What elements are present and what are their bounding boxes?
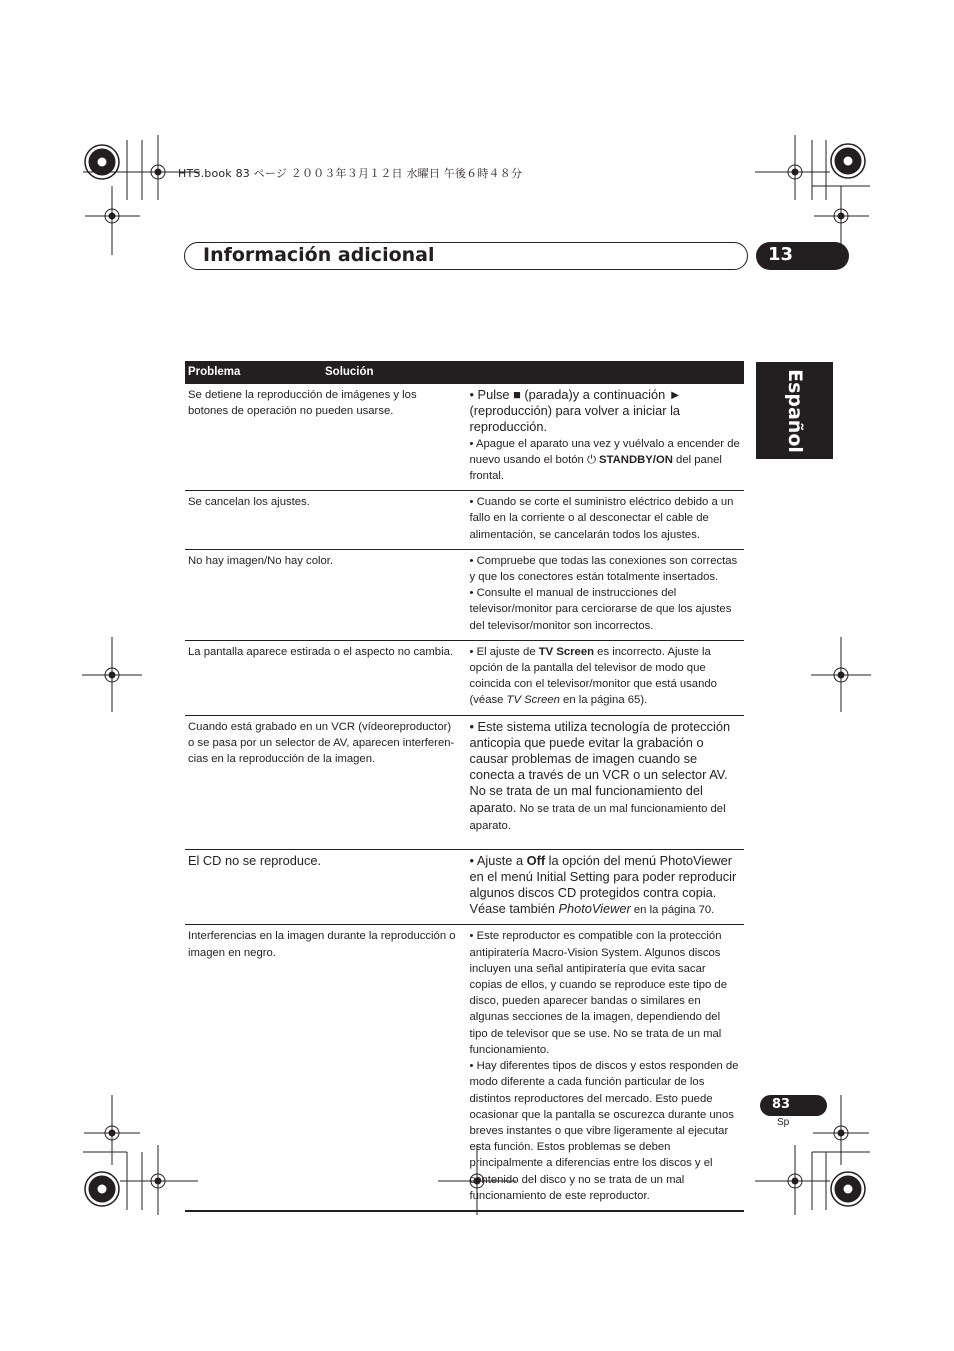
solution-fragment: del panel frontal. — [469, 453, 722, 483]
problem-cell: Se detiene la reproducción de imágenes y los botones de operación no pueden usarse. — [185, 384, 465, 491]
solution-cell — [465, 849, 745, 925]
language-tab-label-wrap — [756, 362, 833, 459]
solution-cell — [465, 925, 745, 1211]
language-tab-label: Español — [783, 368, 806, 453]
header-solution: Solución — [325, 366, 374, 378]
page-language-code: Sp — [777, 1117, 790, 1128]
problem-cell: Se cancelan los ajustes. — [185, 491, 465, 550]
setting-value: Off — [526, 852, 546, 868]
solution-cell — [465, 715, 745, 849]
solution-fragment: en la página 70. — [630, 904, 715, 917]
table-row — [185, 715, 744, 849]
header-problem: Problema — [188, 366, 241, 378]
table-row — [185, 849, 744, 925]
solution-fragment: • Ajuste a — [469, 852, 527, 868]
chapter-number: 13 — [768, 244, 794, 265]
solution-text — [470, 436, 742, 485]
problem-cell: Cuando está grabado en un VCR (vídeoreproductor) o se pasa por un selector de AV, aparecen interferen-cias en la reproducción de la imagen. — [185, 715, 465, 849]
table-row — [185, 384, 744, 491]
button-label: STANDBY/ON — [599, 453, 673, 466]
table-header-row — [185, 361, 744, 384]
table-row — [185, 549, 744, 640]
power-icon: ⏻ — [586, 453, 600, 466]
print-header: HTS.book 83 ページ ２００３年３月１２日 水曜日 午後６時４８分 — [178, 167, 523, 180]
problem-cell: No hay imagen/No hay color. — [185, 549, 465, 640]
setting-reference: TV Screen — [506, 694, 560, 707]
section-title: Información adicional — [203, 244, 435, 266]
solution-fragment: la opción del menú PhotoViewer en el menú Initial Setting para poder reproducir algunos discos CD protegidos contra copia. Véase también — [469, 852, 737, 917]
solution-fragment: • El ajuste de — [469, 645, 539, 658]
solution-text: • Hay diferentes tipos de discos y estos responden de modo diferente a cada función particular de los distintos reproductores del mercado. Esto puede ocasionar que la pantalla se oscurezca durante unos breves instantes o que vibre ligeramente al ejecutar esta función. Estos problemas se deben principalmente a diferencias entre los discos y el contenido del disco y no se trata de un mal funcionamiento de este reproductor. — [469, 1060, 739, 1202]
solution-text: • Pulse ■ (parada)y a continuación ► (reproducción) para volver a iniciar la reproducción. — [469, 387, 682, 435]
page-number-badge — [760, 1095, 827, 1116]
solution-cell — [465, 640, 745, 715]
solution-fragment: No se trata de un mal funcionamiento del aparato. — [469, 802, 726, 832]
problem-cell: Interferencias en la imagen durante la reproducción o imagen en negro. — [185, 925, 465, 1211]
table-header — [185, 361, 744, 384]
table-row — [185, 491, 744, 550]
solution-fragment: • Apague el aparato una vez y vuélvalo a encender de nuevo usando el botón — [469, 437, 740, 466]
setting-reference: PhotoViewer — [558, 901, 631, 917]
page-number: 83 — [772, 1097, 791, 1112]
table-row — [185, 925, 744, 1211]
solution-cell: • Cuando se corte el suministro eléctrico debido a un fallo en la corriente o al desconectar el cable de alimentación, se cancelarán todos los ajustes. — [465, 491, 745, 550]
solution-text: • Compruebe que todas las conexiones son correctas y que los conectores están totalmente insertados. — [469, 554, 738, 584]
table-row — [185, 640, 744, 715]
solution-text: • Este reproductor es compatible con la protección antipiratería Macro-Vision System. Algunos discos incluyen una señal antipiratería que evita sacar copias de ellos, y cuando se reproduce este tipo de disco, pueden aparecer bandas o similares en algunas secciones de la imagen, dependiendo del tipo de televisor que se use. No se trata de un mal funcionamiento. — [469, 930, 727, 1056]
solution-fragment: en la página 65). — [559, 694, 648, 707]
solution-cell — [465, 384, 745, 491]
solution-fragment: • Este sistema utiliza tecnología de protección anticopia que puede evitar la grabación o causar problemas de imagen cuando se conecta a través de un VCR o un selector AV. No se trata de un mal funcionamiento del aparato. — [469, 718, 731, 815]
problem-cell: La pantalla aparece estirada o el aspecto no cambia. — [185, 640, 465, 715]
solution-cell — [465, 549, 745, 640]
setting-name: TV Screen — [538, 645, 595, 658]
problem-cell: El CD no se reproduce. — [185, 849, 465, 925]
troubleshooting-table — [185, 361, 744, 1212]
solution-text: • Consulte el manual de instrucciones del televisor/monitor para cerciorarse de que los ajustes del televisor/monitor son incorrectos. — [469, 587, 732, 632]
solution-fragment: es incorrecto. Ajuste la opción de la pantalla del televisor de modo que coincida con el televisor/monitor que está usando (véase — [469, 645, 717, 707]
